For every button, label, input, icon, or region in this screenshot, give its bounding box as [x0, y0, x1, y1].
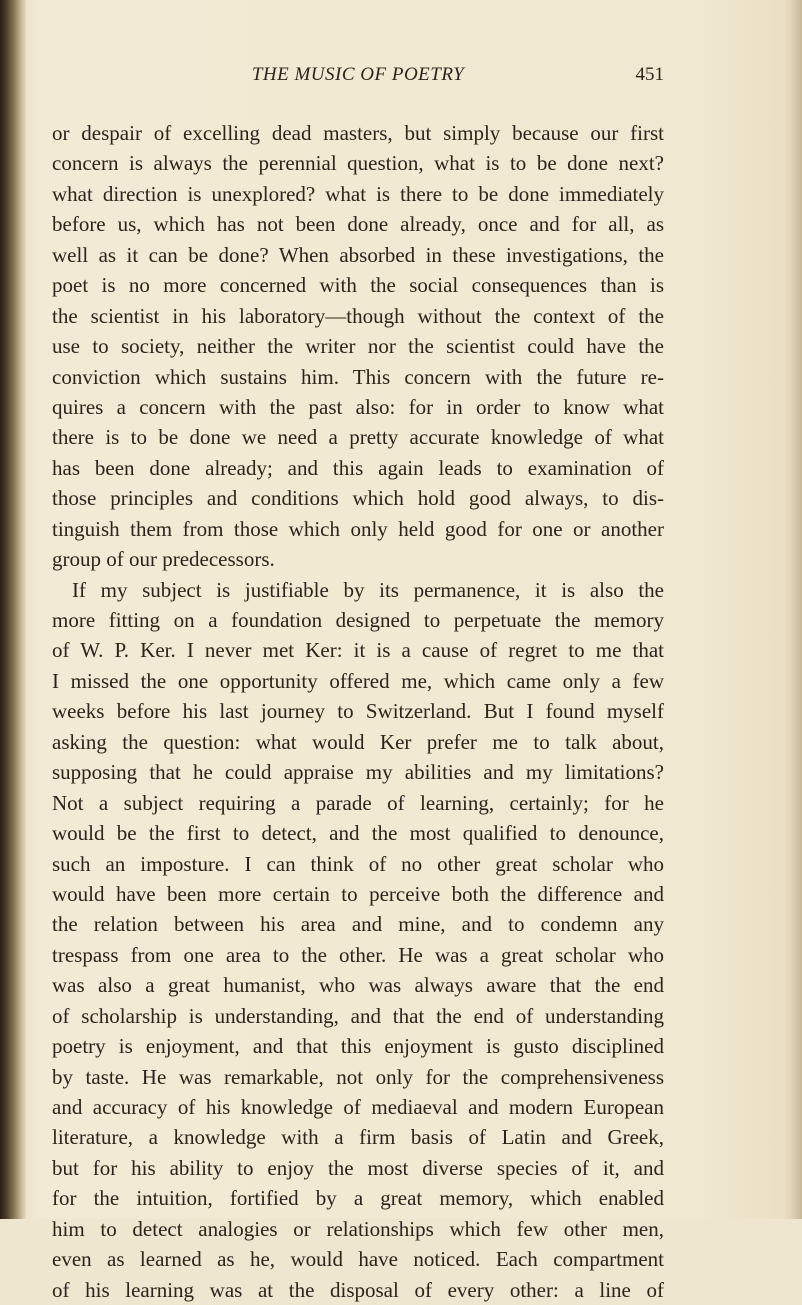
text-line: of scholarship is understanding, and that the end of understanding	[52, 1003, 664, 1028]
text-line: trespass from one area to the other. He was a great scholar who	[52, 942, 664, 967]
text-line: would have been more certain to perceive both the difference and	[52, 881, 664, 906]
text-line: Not a subject requiring a parade of learning, certainly; for he	[52, 790, 664, 815]
text-line: by taste. He was remarkable, not only for the comprehensiveness	[52, 1064, 664, 1089]
text-line: conviction which sustains him. This concern with the future re-	[52, 364, 664, 389]
text-line: has been done already; and this again leads to examination of	[52, 455, 664, 480]
text-line: there is to be done we need a pretty accurate knowledge of what	[52, 425, 664, 450]
text-line: weeks before his last journey to Switzerland. But I found myself	[52, 699, 664, 724]
book-binding-shadow	[0, 0, 26, 1219]
text-line: poet is no more concerned with the social consequences than is	[52, 273, 664, 298]
body-text	[52, 118, 664, 1305]
text-line: group of our predecessors.	[52, 547, 275, 572]
page-number: 451	[635, 64, 664, 85]
text-line: use to society, neither the writer nor the scientist could have the	[52, 334, 664, 359]
text-line: what direction is unexplored? what is there to be done immediately	[52, 181, 664, 206]
text-line: supposing that he could appraise my abilities and my limitations?	[52, 760, 664, 785]
text-line: the scientist in his laboratory—though without the context of the	[52, 303, 664, 328]
running-head	[52, 64, 664, 88]
text-line: concern is always the perennial question, what is to be done next?	[52, 151, 664, 176]
text-line: quires a concern with the past also: for in order to know what	[52, 394, 664, 419]
text-line: literature, a knowledge with a firm basis of Latin and Greek,	[52, 1125, 664, 1150]
text-line: was also a great humanist, who was always aware that the end	[52, 973, 664, 998]
text-line: more fitting on a foundation designed to perpetuate the memory	[52, 608, 664, 632]
text-line: of W. P. Ker. I never met Ker: it is a cause of regret to me that	[52, 638, 664, 663]
running-title: THE MUSIC OF POETRY	[251, 64, 465, 85]
text-line: those principles and conditions which hold good always, to dis-	[52, 486, 664, 511]
text-line: the relation between his area and mine, and to condemn any	[52, 912, 664, 937]
text-line: tinguish them from those which only held good for one or another	[52, 516, 664, 541]
text-line: or despair of excelling dead masters, but simply because our first	[52, 121, 664, 145]
text-line: of his learning was at the disposal of every other: a line of	[52, 1277, 664, 1302]
text-line: would be the first to detect, and the most qualified to denounce,	[52, 821, 664, 846]
text-line: poetry is enjoyment, and that this enjoyment is gusto disciplined	[52, 1034, 664, 1059]
text-line: even as learned as he, would have noticed. Each compartment	[52, 1247, 664, 1272]
text-line: and accuracy of his knowledge of mediaeval and modern European	[52, 1095, 664, 1119]
text-line: If my subject is justifiable by its permanence, it is also the	[72, 577, 664, 602]
text-line: before us, which has not been done already, once and for all, as	[52, 212, 664, 237]
text-line: for the intuition, fortified by a great memory, which enabled	[52, 1186, 664, 1211]
text-line: well as it can be done? When absorbed in these investigations, the	[52, 242, 664, 267]
text-line: but for his ability to enjoy the most diverse species of it, and	[52, 1155, 664, 1180]
text-line: such an imposture. I can think of no other great scholar who	[52, 851, 664, 876]
page-edge-shadow	[784, 0, 802, 1219]
text-line: asking the question: what would Ker prefer me to talk about,	[52, 729, 664, 754]
text-line: him to detect analogies or relationships which few other men,	[52, 1216, 664, 1241]
text-line: I missed the one opportunity offered me, which came only a few	[52, 668, 664, 693]
